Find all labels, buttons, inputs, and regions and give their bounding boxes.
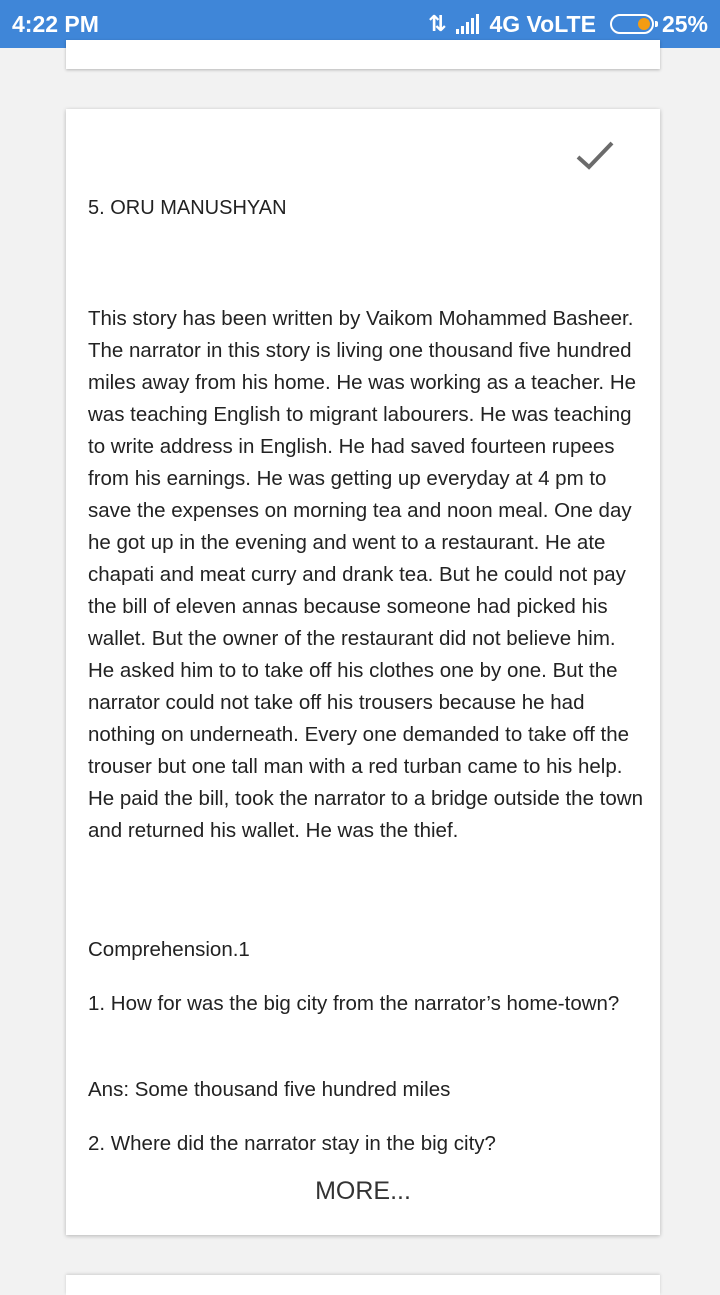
next-card xyxy=(66,1275,660,1295)
status-time: 4:22 PM xyxy=(12,10,99,37)
more-button[interactable]: MORE... xyxy=(315,1177,411,1205)
network-type: 4G VoLTE xyxy=(489,10,596,37)
signal-strength-icon xyxy=(456,14,479,34)
answer-1: Ans: Some thousand five hundred miles xyxy=(88,1078,451,1101)
data-transfer-icon: ⇅ xyxy=(428,11,445,36)
comprehension-heading: Comprehension.1 xyxy=(88,938,250,961)
question-1: 1. How for was the big city from the narrator’s home-town? xyxy=(88,992,620,1015)
previous-card xyxy=(66,40,660,69)
battery-icon xyxy=(610,14,654,34)
story-summary: This story has been written by Vaikom Mohammed Basheer. The narrator in this story is living one thousand five hundred miles away from his home. He was working as a teacher. He was teaching English to migrant labourers. He was teaching to write address in English. He had saved fourteen rupees from his earnings. He was getting up everyday at 4 pm to save the expenses on morning tea and noon meal. One day he got up in the evening and went to a restaurant. He ate chapati and meat curry and drank tea. But he could not pay the bill of eleven annas because someone had picked his wallet. But the owner of the restaurant did not believe him. He asked him to to take off his clothes one by one. But the narrator could not take off his trousers because he had nothing on underneath. Every one demanded to take off the trouser but one tall man with a red turban came to his help. He paid the bill, took the narrator to a bridge outside the town and returned his wallet. He was the thief. xyxy=(88,307,643,842)
check-icon[interactable] xyxy=(572,131,620,179)
status-indicators xyxy=(428,11,708,38)
story-card xyxy=(66,109,660,1235)
story-title: 5. ORU MANUSHYAN xyxy=(88,197,287,219)
battery-percent: 25% xyxy=(661,10,708,37)
question-2: 2. Where did the narrator stay in the big city? xyxy=(88,1132,496,1155)
